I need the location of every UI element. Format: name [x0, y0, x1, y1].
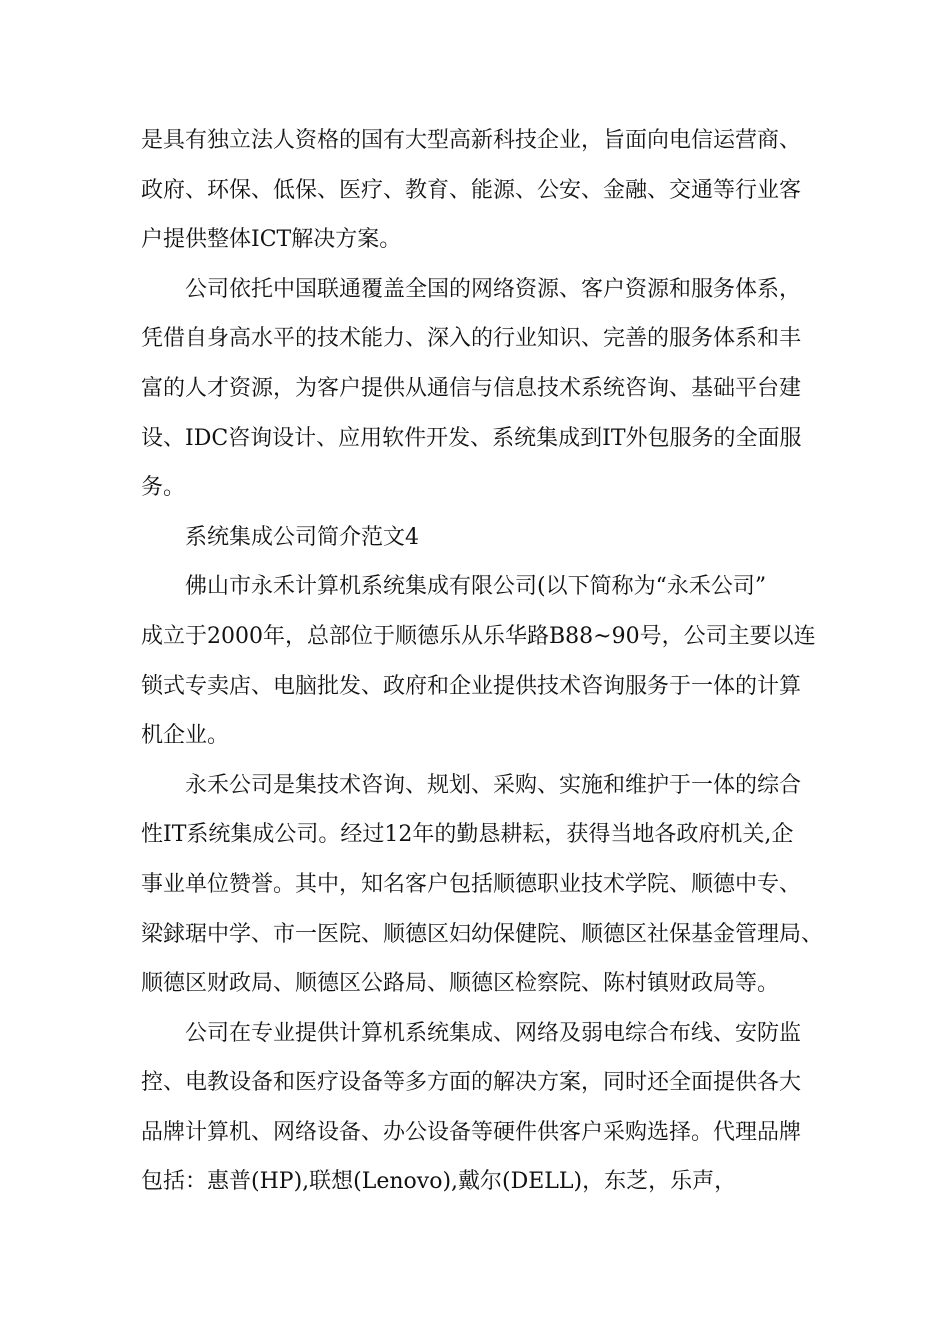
text-line: 设、IDC咨询设计、应用软件开发、系统集成到IT外包服务的全面服: [141, 425, 802, 451]
text-line: 是具有独立法人资格的国有大型高新科技企业，旨面向电信运营商、: [141, 128, 802, 153]
text-line: 机企业。: [141, 723, 230, 749]
text-line: 品牌计算机、网络设备、办公设备等硬件供客户采购选择。代理品牌: [141, 1119, 802, 1145]
text-line: 户提供整体ICT解决方案。: [141, 227, 402, 253]
text-line: 成立于2000年，总部位于顺德乐从乐华路B88~90号，公司主要以连: [141, 623, 816, 649]
paragraph-start-line: 佛山市永禾计算机系统集成有限公司(以下简称为“永禾公司”: [185, 574, 767, 600]
section-heading: 系统集成公司简介范文4: [185, 524, 419, 550]
text-line: 锁式专卖店、电脑批发、政府和企业提供技术咨询服务于一体的计算: [141, 673, 802, 699]
text-line: 事业单位赞誉。其中，知名客户包括顺德职业技术学院、顺德中专、: [141, 871, 802, 897]
text-line: 包括：惠普(HP),联想(Lenovo),戴尔(DELL)，东芝，乐声，: [141, 1169, 737, 1195]
text-line: 梁銶琚中学、市一医院、顺德区妇幼保健院、顺德区社保基金管理局、: [141, 921, 824, 947]
text-line: 顺德区财政局、顺德区公路局、顺德区检察院、陈村镇财政局等。: [141, 971, 780, 997]
paragraph-start-line: 永禾公司是集技术咨询、规划、采购、实施和维护于一体的综合: [185, 772, 802, 798]
text-line: 务。: [141, 475, 186, 501]
document-body: [141, 116, 831, 1207]
paragraph-start-line: 公司在专业提供计算机系统集成、网络及弱电综合布线、安防监: [185, 1020, 802, 1046]
text-line: 凭借自身高水平的技术能力、深入的行业知识、完善的服务体系和丰: [141, 326, 802, 352]
text-line: 政府、环保、低保、医疗、教育、能源、公安、金融、交通等行业客: [141, 177, 802, 203]
paragraph-start-line: 公司依托中国联通覆盖全国的网络资源、客户资源和服务体系，: [185, 276, 802, 302]
text-line: 富的人才资源，为客户提供从通信与信息技术系统咨询、基础平台建: [141, 375, 802, 401]
text-line: 性IT系统集成公司。经过12年的勤恳耕耘，获得当地各政府机关,企: [141, 822, 794, 848]
text-line: 控、电教设备和医疗设备等多方面的解决方案，同时还全面提供各大: [141, 1070, 802, 1096]
